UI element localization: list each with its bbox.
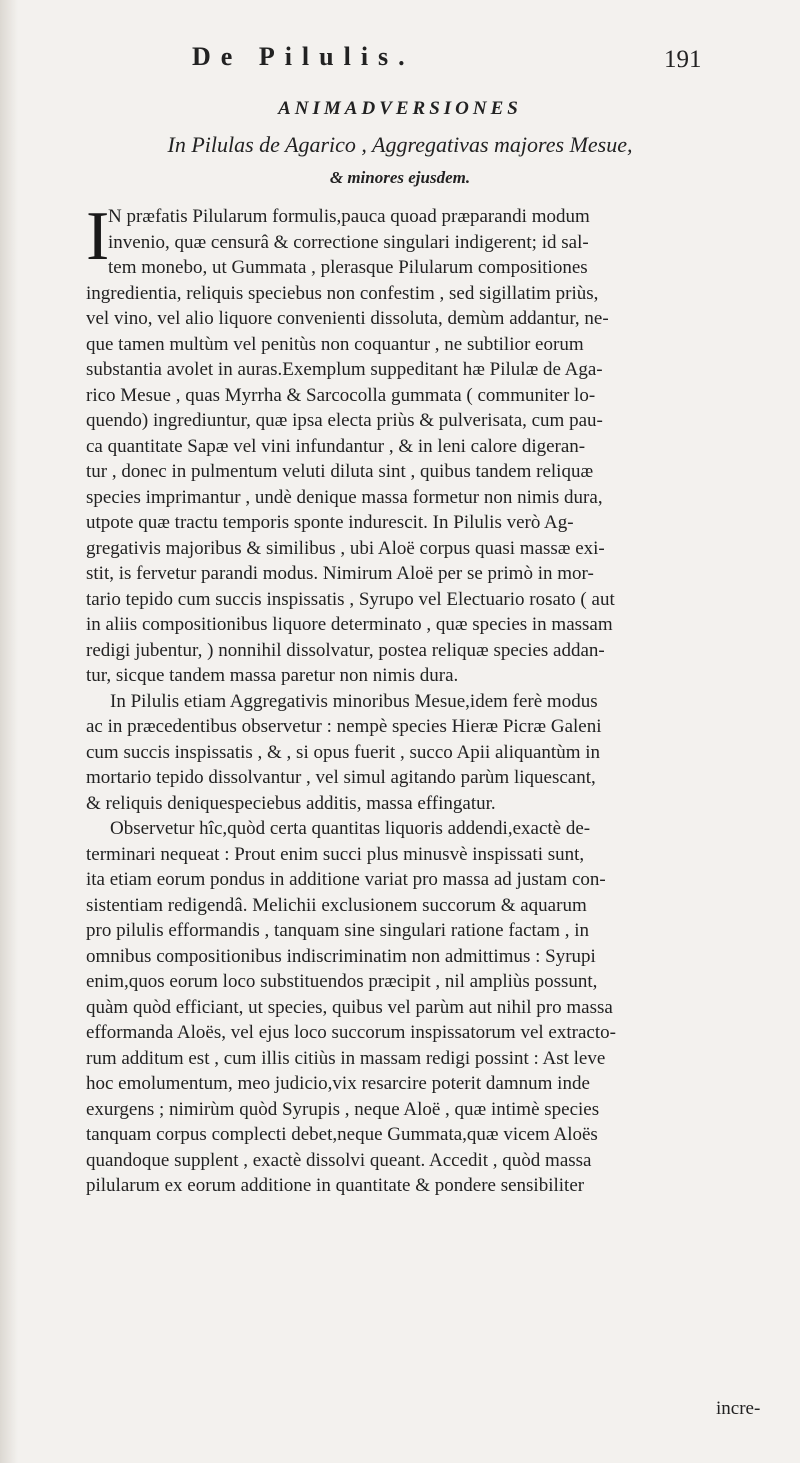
catchword: incre- bbox=[716, 1398, 761, 1419]
text-line: rico Mesue , quas Myrrha & Sarcocolla gummata ( communiter lo- bbox=[86, 384, 596, 406]
running-head bbox=[0, 42, 800, 82]
section-title: ANIMADVERSIONES bbox=[278, 98, 522, 119]
text-line: ingredientia, reliquis speciebus non confestim , sed sigillatim priùs, bbox=[86, 282, 599, 304]
paragraph-2 bbox=[86, 689, 766, 817]
text-line: pro pilulis efformandis , tanquam sine singulari ratione factam , in bbox=[86, 920, 590, 941]
text-line: terminari nequeat : Prout enim succi plus minusvè inspissati sunt, bbox=[86, 843, 585, 865]
text-line: pilularum ex eorum additione in quantitate & pondere sensibiliter bbox=[86, 1175, 585, 1196]
text-line: tanquam corpus complecti debet,neque Gummata,quæ vicem Aloës bbox=[86, 1124, 598, 1145]
text-line: efformanda Aloës, vel ejus loco succorum inspissatorum vel extracto- bbox=[86, 1022, 616, 1043]
text-line: hoc emolumentum, meo judicio,vix resarcire poterit damnum inde bbox=[86, 1073, 590, 1094]
text-line: Observetur hîc,quòd certa quantitas liquoris addendi,exactè de- bbox=[110, 818, 591, 839]
text-line: gregativis majoribus & similibus , ubi Aloë corpus quasi massæ exi- bbox=[86, 537, 605, 559]
text-line: ita etiam eorum pondus in additione variat pro massa ad justam con- bbox=[86, 869, 606, 890]
text-line: quendo) ingrediuntur, quæ ipsa electa priùs & pulverisata, cum pau- bbox=[86, 410, 603, 431]
text-line: stit, is fervetur parandi modus. Nimirum Aloë per se primò in mor- bbox=[86, 563, 594, 584]
text-line: substantia avolet in auras.Exemplum suppeditant hæ Pilulæ de Aga- bbox=[86, 359, 603, 380]
text-line: In Pilulis etiam Aggregativis minoribus Mesue,idem ferè modus bbox=[110, 690, 598, 712]
text-line: sistentiam redigendâ. Melichii exclusionem succorum & aquarum bbox=[86, 894, 587, 916]
text-line: invenio, quæ censurâ & correctione singulari indigerent; id sal- bbox=[108, 231, 589, 253]
paragraph-1 bbox=[86, 198, 766, 689]
text-line: cum succis inspissatis , & , si opus fuerit , succo Apii aliquantùm in bbox=[86, 741, 601, 763]
text-line: exurgens ; nimirùm quòd Syrupis , neque Aloë , quæ intimè species bbox=[86, 1098, 600, 1120]
text-line: enim,quos eorum loco substituendos præcipit , nil ampliùs possunt, bbox=[86, 971, 598, 992]
running-title: De Pilulis. bbox=[192, 42, 415, 71]
text-line: tario tepido cum succis inspissatis , Syrupo vel Electuario rosato ( aut bbox=[86, 588, 615, 610]
paragraph-3 bbox=[86, 816, 766, 1199]
page-number: 191 bbox=[664, 46, 702, 73]
text-line: tem monebo, ut Gummata , plerasque Pilularum compositiones bbox=[108, 257, 588, 278]
text-line: tur, sicque tandem massa paretur non nimis dura. bbox=[86, 665, 459, 686]
text-line: ca quantitate Sapæ vel vini infundantur , & in leni calore digeran- bbox=[86, 435, 586, 457]
text-line: vel vino, vel alio liquore convenienti dissoluta, demùm addantur, ne- bbox=[86, 308, 609, 329]
text-line: que tamen multùm vel penitùs non coquantur , ne subtilior eorum bbox=[86, 333, 584, 355]
drop-cap: I bbox=[86, 198, 110, 275]
text-line: species imprimantur , undè denique massa formetur non nimis dura, bbox=[86, 486, 603, 508]
text-line: utpote quæ tractu temporis sponte indurescit. In Pilulis verò Ag- bbox=[86, 512, 574, 533]
subtitle-line-2: & minores ejusdem. bbox=[329, 168, 471, 187]
text-line: omnibus compositionibus indiscriminatim non admittimus : Syrupi bbox=[86, 945, 596, 967]
text-line: N præfatis Pilularum formulis,pauca quoad præparandi modum bbox=[108, 206, 590, 227]
binding-shadow bbox=[0, 0, 18, 1463]
text-line: mortario tepido dissolvantur , vel simul agitando parùm liquescant, bbox=[86, 767, 596, 788]
text-line: ac in præcedentibus observetur : nempè species Hieræ Picræ Galeni bbox=[86, 716, 602, 737]
text-line: & reliquis deniquespeciebus additis, massa effingatur. bbox=[86, 792, 496, 814]
text-line: quàm quòd efficiant, ut species, quibus vel parùm aut nihil pro massa bbox=[86, 996, 613, 1018]
text-line: redigi jubentur, ) nonnihil dissolvatur, postea reliquæ species addan- bbox=[86, 639, 605, 661]
text-line: rum additum est , cum illis citiùs in massam redigi possint : Ast leve bbox=[86, 1047, 606, 1069]
text-line: in aliis compositionibus liquore determinato , quæ species in massam bbox=[86, 614, 613, 635]
subtitle-line-1: In Pilulas de Agarico , Aggregativas majores Mesue, bbox=[167, 132, 633, 157]
body-text bbox=[86, 198, 766, 1199]
text-line: tur , donec in pulmentum veluti diluta sint , quibus tandem reliquæ bbox=[86, 461, 594, 482]
text-line: quandoque supplent , exactè dissolvi queant. Accedit , quòd massa bbox=[86, 1149, 592, 1171]
